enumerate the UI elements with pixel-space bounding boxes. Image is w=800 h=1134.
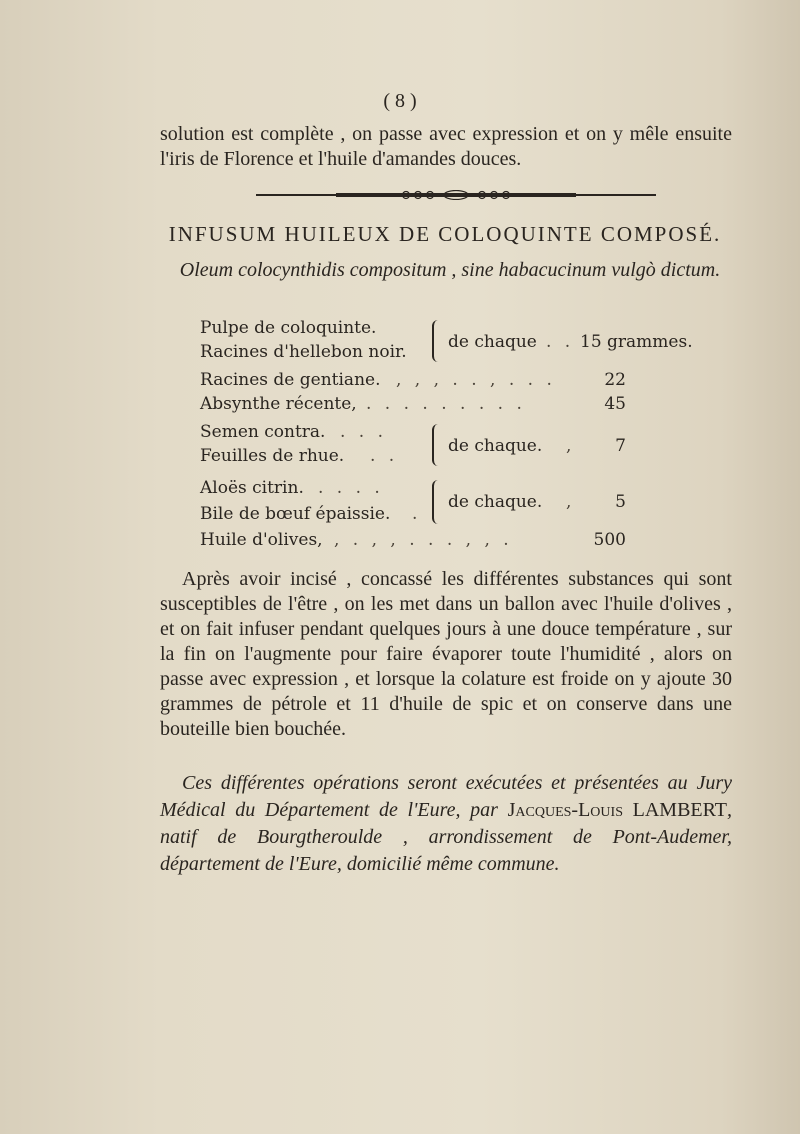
body-paragraph: Après avoir incisé , concassé les différentes substances qui sont susceptibles de l'être , on les met dans un ballon avec l'huile d'olives , et on fait infuser pendant quelques jours à une douce température , sur la fin on l'augmente pour faire évaporer toute l'humidité , alors on passe avec expression , et lorsque la colature est froide on y ajoute 30 grammes de pétrole et 11 d'huile de spic et on conserve dans une bouteille bien bouchée. bbox=[160, 568, 732, 740]
grouping-brace bbox=[432, 424, 442, 466]
latin-subtitle: Oleum colocynthidis compositum , sine habacucinum vulgò dictum. bbox=[179, 259, 721, 281]
ingredient-name: Racines d'hellebon noir. bbox=[200, 342, 407, 362]
ingredient-name: Huile d'olives, bbox=[200, 530, 323, 550]
ingredient-name: Bile de bœuf épaissie. bbox=[200, 504, 391, 524]
ingredient-name: Aloës citrin. bbox=[200, 478, 304, 498]
page-number: ( 8 ) bbox=[383, 90, 417, 112]
ornamental-divider bbox=[256, 190, 656, 200]
recipe-item bbox=[200, 370, 630, 392]
leader-dots: . . . . . . . . . bbox=[366, 394, 526, 414]
ingredient-quantity: 45 bbox=[604, 394, 626, 414]
ingredient-name: Semen contra. bbox=[200, 422, 326, 442]
leader-dots: . . bbox=[370, 446, 399, 466]
grouping-brace bbox=[432, 320, 442, 362]
author-name: Jacques-Louis LAMBERT bbox=[507, 799, 728, 821]
ingredient-name: Feuilles de rhue. bbox=[200, 446, 345, 466]
ingredient-name: Absynthe récente, bbox=[200, 394, 357, 414]
group-label: de chaque. bbox=[448, 492, 543, 512]
leader-dots: , bbox=[566, 436, 576, 456]
closing-text: Ces différentes opérations seront exécutées et présentées au Jury Médical du Département de l'Eure, par bbox=[160, 772, 732, 821]
ingredient-quantity: 500 bbox=[593, 530, 626, 550]
ingredient-name: Pulpe de coloquinte. bbox=[200, 318, 377, 338]
closing-text: , natif de Bourgtheroulde , arrondissement de Pont-Audemer, département de l'Eure, domicilié même commune. bbox=[160, 799, 733, 875]
leader-dots: . bbox=[412, 504, 422, 524]
closing-paragraph bbox=[160, 770, 732, 878]
intro-paragraph: solution est complète , on passe avec expression et on y mêle ensuite l'iris de Florence et l'huile d'amandes douces. bbox=[160, 123, 732, 170]
leader-dots: . . . . bbox=[318, 478, 384, 498]
leader-dots: . . bbox=[546, 332, 575, 352]
ingredient-quantity: 22 bbox=[604, 370, 626, 390]
group-label: de chaque bbox=[448, 332, 537, 352]
group-label: de chaque. bbox=[448, 436, 543, 456]
recipe-item bbox=[200, 530, 630, 552]
section-heading: INFUSUM HUILEUX DE COLOQUINTE COMPOSÉ. bbox=[168, 222, 722, 246]
leader-dots: . . . bbox=[340, 422, 388, 442]
grouping-brace bbox=[432, 480, 442, 524]
ingredient-quantity: 5 bbox=[615, 492, 626, 512]
ingredient-quantity: 7 bbox=[615, 436, 626, 456]
ingredient-quantity: 15 grammes. bbox=[580, 332, 693, 352]
leader-dots: , . , , . . . , , . bbox=[334, 530, 513, 550]
ingredient-name: Racines de gentiane. bbox=[200, 370, 381, 390]
leader-dots: , bbox=[566, 492, 576, 512]
recipe-item bbox=[200, 394, 630, 416]
leader-dots: , , , . . , . . . bbox=[396, 370, 556, 390]
